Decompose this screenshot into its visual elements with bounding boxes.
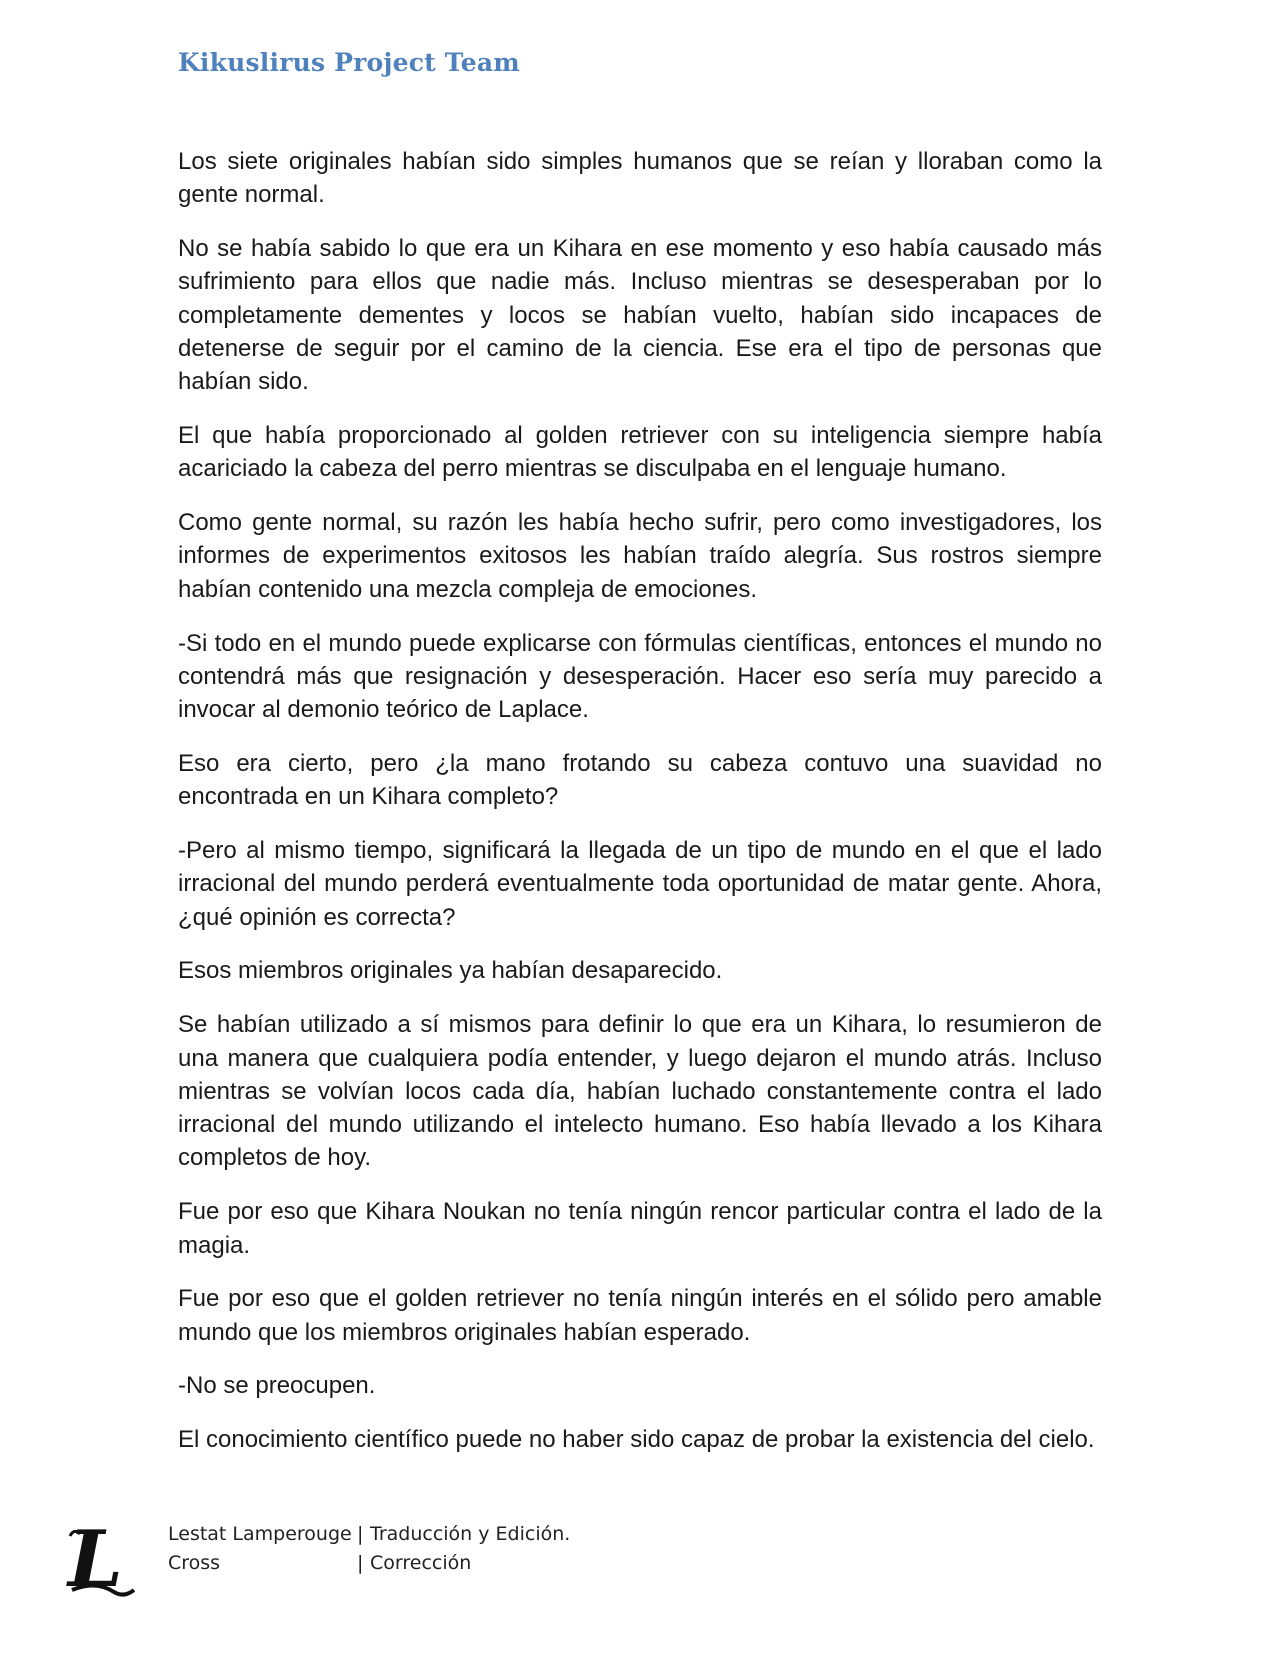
gothic-l-logo-icon [66,1520,136,1600]
paragraph: El conocimiento científico puede no haber sido capaz de probar la existencia del cielo. [178,1426,1095,1454]
credits-block [168,1520,570,1578]
paragraph: Eso era cierto, pero ¿la mano frotando su cabeza contuvo una suavidad no encontrada en un Kihara completo? [178,749,1102,811]
paragraph: Los siete originales habían sido simples humanos que se reían y lloraban como la gente normal. [178,148,1102,209]
paragraph: Como gente normal, su razón les había hecho sufrir, pero como investigadores, los informes de experimentos exitosos les habían traído alegría. Sus rostros siempre habían contenido una mezcla compleja de emociones. [178,509,1102,603]
paragraph: Fue por eso que el golden retriever no tenía ningún interés en el sólido pero amable mundo que los miembros originales habían esperado. [178,1285,1102,1346]
paragraph: -No se preocupen. [178,1372,376,1400]
credit-row [168,1549,570,1578]
credit-name: Cross [168,1552,221,1574]
paragraph: El que había proporcionado al golden retriever con su inteligencia siempre había acariciado la cabeza del perro mientras se disculpaba en el lenguaje humano. [178,422,1102,483]
credit-role: Corrección [370,1552,472,1574]
paragraph: -Pero al mismo tiempo, significará la llegada de un tipo de mundo en el que el lado irracional del mundo perderá eventualmente toda oportunidad de matar gente. Ahora, ¿qué opinión es correcta? [178,837,1102,931]
page-header-title: Kikuslirus Project Team [178,48,520,77]
svg-text:L: L [68,1520,123,1600]
credit-row [168,1520,570,1549]
credit-role: Traducción y Edición. [370,1523,571,1545]
paragraph: -Si todo en el mundo puede explicarse con fórmulas científicas, entonces el mundo no contendrá más que resignación y desesperación. Hacer eso sería muy parecido a invocar al demonio teórico de Laplace. [178,629,1102,724]
credit-separator: | [357,1523,364,1545]
credit-name: Lestat Lamperouge [168,1523,352,1545]
page-footer [60,1520,760,1610]
paragraph: Se habían utilizado a sí mismos para definir lo que era un Kihara, lo resumieron de una manera que cualquiera podía entender, y luego dejaron el mundo atrás. Incluso mientras se volvían locos cada día, habían luchado constantemente contra el lado irracional del mundo utilizando el intelecto humano. Eso había llevado a los Kihara completos de hoy. [178,1011,1102,1172]
document-body [178,145,1102,1477]
paragraph: No se había sabido lo que era un Kihara en ese momento y eso había causado más sufrimiento para ellos que nadie más. Incluso mientras se desesperaban por lo completamente dementes y locos se habían vuelto, habían sido incapaces de detenerse de seguir por el camino de la ciencia. Ese era el tipo de personas que habían sido. [178,235,1102,396]
paragraph: Esos miembros originales ya habían desaparecido. [178,957,723,985]
credit-separator: | [357,1552,364,1574]
paragraph: Fue por eso que Kihara Noukan no tenía ningún rencor particular contra el lado de la magia. [178,1198,1102,1259]
